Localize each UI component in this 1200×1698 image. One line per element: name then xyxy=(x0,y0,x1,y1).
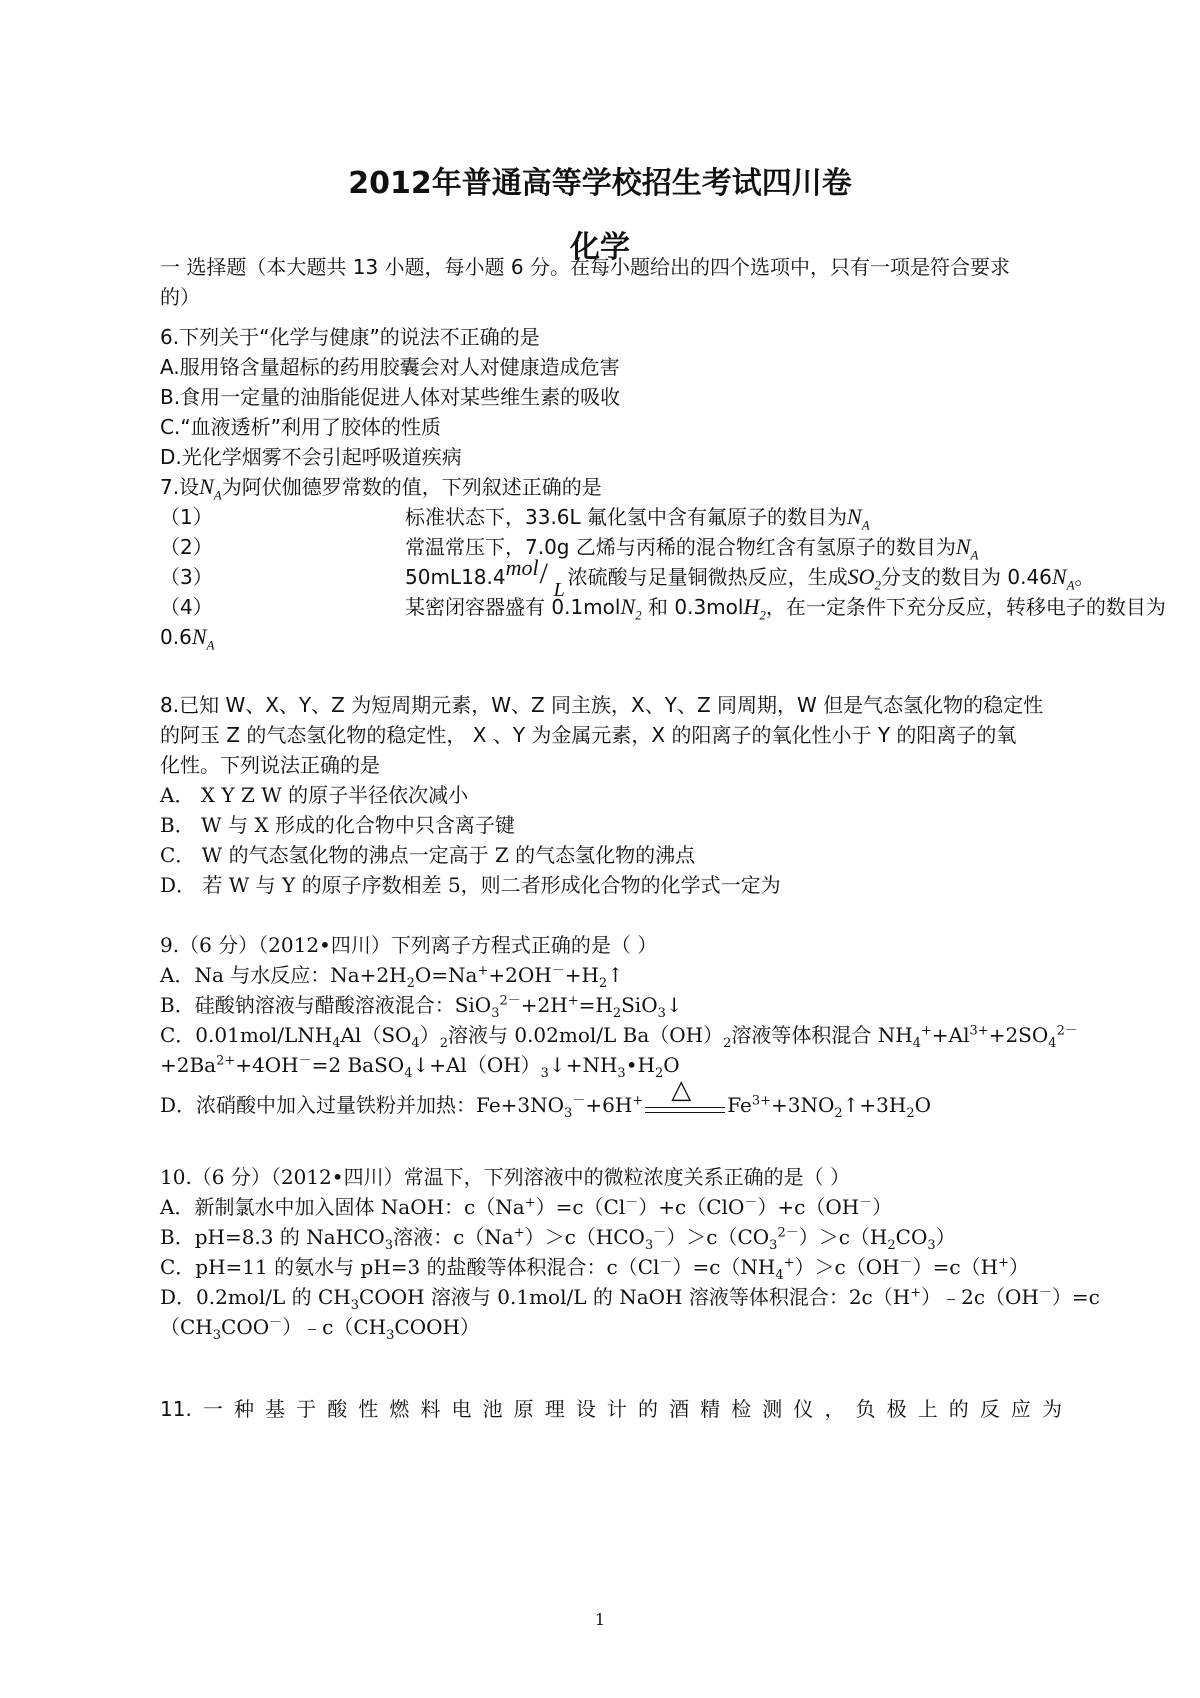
q11-word: 计 xyxy=(606,1397,627,1421)
q6-option-b: B.食用一定量的油脂能促进人体对某些维生素的吸收 xyxy=(160,385,621,409)
q10-option-d-cont: $(CH_3COO^-)﹣c(CH_3COOH)$ xyxy=(160,1315,480,1343)
q11-word: 的 xyxy=(637,1397,658,1421)
q11-word: 电 xyxy=(451,1397,472,1421)
q11-word: 料 xyxy=(420,1397,441,1421)
q8-stem-line1: 8.已知 W、X、Y、Z 为短周期元素，W、Z 同主族，X、Y、Z 同周期，W 但是气态氢化物的稳定性 xyxy=(160,693,1044,717)
q11-word: 仪 xyxy=(793,1397,814,1421)
section-intro-cont: 的） xyxy=(160,285,200,309)
q11-word: 为 xyxy=(1042,1397,1062,1421)
exam-title: 2012年普通高等学校招生考试四川卷 xyxy=(348,166,852,201)
q11-word: 基 xyxy=(265,1397,286,1421)
q11-word: 的 xyxy=(948,1397,969,1421)
q10-stem: 10.（6 分）（2012•四川）常温下，下列溶液中的微粒浓度关系正确的是（ ） xyxy=(160,1165,850,1189)
q10-option-a: A．新制氯水中加入固体 NaOH：c（Na+）=c（Cl－）+c（ClO－）+c（OH－） xyxy=(160,1195,893,1219)
q11-word: 检 xyxy=(731,1397,752,1421)
heat-reaction-arrow: △ xyxy=(643,1097,727,1117)
q11-word: ， xyxy=(824,1397,845,1421)
q11-word: 极 xyxy=(886,1397,907,1421)
q11-word: 原 xyxy=(513,1397,534,1421)
q11-word: 于 xyxy=(296,1397,317,1421)
q11-word: 种 xyxy=(233,1397,254,1421)
section-intro: 一 选择题（本大题共 13 小题，每小题 6 分。在每小题给出的四个选项中，只有一项是符合要求 xyxy=(160,255,1010,279)
q11-word: 酸 xyxy=(327,1397,348,1421)
q9-stem: 9.（6 分）（2012•四川）下列离子方程式正确的是（ ） xyxy=(160,933,658,957)
q9-option-d: D．浓硝酸中加入过量铁粉并加热：$Fe+3NO_3^-+6H^+$ △ $Fe^{3+}+3NO_2↑+3H_2O$ xyxy=(160,1074,932,1121)
q11-stem xyxy=(160,1394,1060,1424)
q6-option-d: D.光化学烟雾不会引起呼吸道疾病 xyxy=(160,445,462,469)
q7-option-1: （1） 标准状态下，33.6L 氟化氢中含有氟原子的数目为$N_A$ xyxy=(160,504,870,533)
q11-word: 负 xyxy=(855,1397,876,1421)
q11-word: 池 xyxy=(482,1397,503,1421)
q7-option-3: （3） 50mL18.4 mol / L 浓硫酸与足量铜微热反应，生成$SO_2$分支的数目为 $0.46N_A$。 xyxy=(160,554,1095,601)
q11-word: 燃 xyxy=(389,1397,410,1421)
q6-option-a: A.服用铬含量超标的药用胶囊会对人对健康造成危害 xyxy=(160,355,620,379)
q11-word: 应 xyxy=(1010,1397,1031,1421)
q8-option-c: C． W 的气态氢化物的沸点一定高于 Z 的气态氢化物的沸点 xyxy=(160,843,696,867)
mol-per-liter-fraction: mol / L xyxy=(505,554,565,601)
q11-word: 酒 xyxy=(669,1397,690,1421)
q11-word: 上 xyxy=(917,1397,938,1421)
q9-option-c: C．$0.01mol/LNH_4Al(SO_4)_2$溶液与 0.02mol/L $Ba(OH)_2$溶液等体积混合 $NH_4^++Al^{3+}+2SO_4^{2-}$ xyxy=(160,1023,1078,1051)
q7-stem: 7.设$N_A$为阿伏伽德罗常数的值，下列叙述正确的是 xyxy=(160,474,602,503)
page-number: 1 xyxy=(594,1610,606,1629)
q9-option-a: A．Na 与水反应：$Na+2H_2O=Na^++2OH^-+H_2↑$ xyxy=(160,963,624,991)
q7-option-4: （4） 某密闭容器盛有 0.1molN$_2$ 和 0.3molH$_2$，在一定条件下充分反应，转移电子的数目为 xyxy=(160,594,1166,623)
subject-title: 化学 xyxy=(570,230,630,265)
q6-option-c: C.“血液透析”利用了胶体的性质 xyxy=(160,415,442,439)
q10-option-c: C．pH=11 的氨水与 pH=3 的盐酸等体积混合：$c(Cl^-)=c(NH_4^+)>c(OH^-)=c(H^+)$ xyxy=(160,1255,1029,1283)
q7-option-4-cont: $0.6N_A$ xyxy=(160,624,215,653)
q9-option-b: B．硅酸钠溶液与醋酸溶液混合：$SiO_3^{2-}+2H^+=H_2SiO_3↓$ xyxy=(160,993,683,1021)
q8-option-a: A． X Y Z W 的原子半径依次减小 xyxy=(160,783,469,807)
q8-stem-line3: 化性。下列说法正确的是 xyxy=(160,753,380,777)
q11-word: 性 xyxy=(358,1397,379,1421)
q10-option-d: D．0.2mol/L 的 $CH_3COOH$ 溶液与 0.1mol/L 的 NaOH 溶液等体积混合：2c（H+）﹣2c（OH－）=c xyxy=(160,1285,1100,1313)
q11-word: 反 xyxy=(979,1397,1000,1421)
q11-word: 精 xyxy=(700,1397,721,1421)
q11-stem-words xyxy=(160,1394,1062,1424)
q11-word: 11. xyxy=(160,1397,192,1421)
q11-word: 设 xyxy=(575,1397,596,1421)
q11-word: 一 xyxy=(202,1397,223,1421)
q9-option-c-cont: $+2Ba^{2+}+4OH^-=2$ $BaSO_4↓+Al(OH)_3↓+NH_3•H_2O$ xyxy=(160,1053,680,1081)
q8-option-d: D． 若 W 与 Y 的原子序数相差 5，则二者形成化合物的化学式一定为 xyxy=(160,873,781,897)
q11-word: 测 xyxy=(762,1397,783,1421)
q7-option-2: （2） 常温常压下，7.0g 乙烯与丙稀的混合物红含有氢原子的数目为$N_A$ xyxy=(160,534,979,563)
q6-stem: 6.下列关于“化学与健康”的说法不正确的是 xyxy=(160,325,540,349)
q11-word: 理 xyxy=(544,1397,565,1421)
q10-option-b: B．pH=8.3 的 NaHCO$_3$溶液：$c(Na^+)>c(HCO_3^-)>c(CO_3^{2-})>c(H_2CO_3)$ xyxy=(160,1225,956,1253)
q8-option-b: B． W 与 X 形成的化合物中只含离子键 xyxy=(160,813,515,837)
q8-stem-line2: 的阿玉 Z 的气态氢化物的稳定性， X 、Y 为金属元素，X 的阳离子的氧化性小于 Y 的阳离子的氧 xyxy=(160,723,1017,747)
